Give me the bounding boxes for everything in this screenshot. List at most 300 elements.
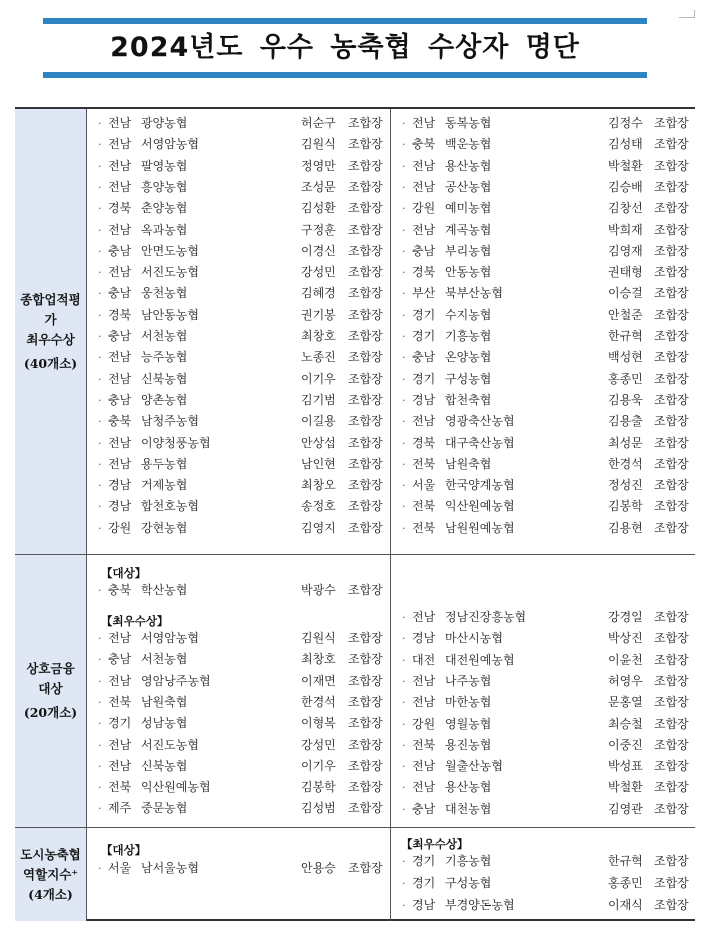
organization-name: 한국양계농협 <box>445 478 515 493</box>
list-item <box>98 649 390 670</box>
region: 전남 <box>108 435 132 450</box>
bullet-dot: · <box>98 351 102 365</box>
person-name: 최창호 <box>301 652 336 667</box>
section-mutual-finance <box>15 555 695 828</box>
list-item <box>402 692 694 713</box>
region: 전남 <box>412 759 436 774</box>
region: 전남 <box>412 695 436 710</box>
organization-name: 대구축산농협 <box>445 435 515 450</box>
list-item <box>402 607 694 628</box>
bullet-dot: · <box>402 653 406 667</box>
organization-name: 옥과농협 <box>141 222 188 237</box>
region: 충북 <box>412 137 436 152</box>
column-divider <box>390 828 391 921</box>
title-bar-top <box>43 18 647 24</box>
organization-name: 서천농협 <box>141 652 188 667</box>
person-name: 김원식 <box>301 137 336 152</box>
person-name: 박광수 <box>301 583 336 597</box>
organization-name: 익산원예농협 <box>445 499 515 514</box>
person-name: 안철준 <box>608 307 643 322</box>
bullet-dot: · <box>402 117 406 130</box>
person-name: 최승철 <box>608 716 643 731</box>
organization-name: 공산농협 <box>445 179 492 194</box>
person-name: 김혜경 <box>301 286 336 301</box>
bullet-dot: · <box>402 393 406 407</box>
bullet-dot: · <box>402 696 406 710</box>
person-name: 김원식 <box>301 631 336 645</box>
list-item <box>98 305 390 326</box>
section-label-line: (4개소) <box>28 886 73 902</box>
position-title: 조합장 <box>654 222 689 237</box>
position-title: 조합장 <box>348 673 383 688</box>
position-title: 조합장 <box>654 350 689 365</box>
person-name: 홍종민 <box>608 371 643 386</box>
organization-name: 용진농협 <box>445 737 492 752</box>
bullet-dot: · <box>98 738 102 752</box>
organization-name: 중문농협 <box>141 801 188 816</box>
bullet-dot: · <box>402 855 406 868</box>
bullet-dot: · <box>402 308 406 322</box>
organization-name: 서영암농협 <box>141 631 199 645</box>
organization-name: 강현농협 <box>141 520 188 535</box>
region: 전북 <box>412 520 436 535</box>
organization-name: 성남농협 <box>141 716 188 731</box>
region: 경남 <box>412 898 436 912</box>
person-name: 박희재 <box>608 222 643 237</box>
position-title: 조합장 <box>348 286 383 301</box>
region: 경북 <box>108 307 132 322</box>
region: 대전 <box>412 652 436 667</box>
organization-name: 양촌농협 <box>141 392 188 407</box>
list-item <box>98 326 390 347</box>
position-title: 조합장 <box>654 876 689 890</box>
list-item <box>402 433 694 454</box>
organization-name: 서천농협 <box>141 329 188 343</box>
organization-name: 신북농협 <box>141 371 188 386</box>
list-item <box>402 496 694 517</box>
position-title: 조합장 <box>348 265 383 280</box>
organization-name: 마산시농협 <box>445 631 503 646</box>
position-title: 조합장 <box>348 861 383 875</box>
bullet-dot: · <box>98 457 102 471</box>
region: 강원 <box>412 201 436 216</box>
position-title: 조합장 <box>654 414 689 429</box>
organization-name: 동복농협 <box>445 116 492 130</box>
bullet-dot: · <box>98 521 102 535</box>
list-item <box>402 326 694 347</box>
region: 전북 <box>412 456 436 471</box>
region: 충남 <box>108 652 132 667</box>
organization-name: 서진도농협 <box>141 265 199 280</box>
region: 부산 <box>412 286 436 301</box>
organization-name: 남원축협 <box>445 456 492 471</box>
region: 전남 <box>108 137 132 152</box>
section-overall-performance <box>15 109 695 555</box>
bullet-dot: · <box>98 695 102 709</box>
bullet-dot: · <box>98 372 102 386</box>
column-divider <box>390 109 391 554</box>
person-name: 문홍열 <box>608 695 643 710</box>
region: 전남 <box>108 350 132 365</box>
person-name: 김성범 <box>301 801 336 816</box>
position-title: 조합장 <box>654 759 689 774</box>
region: 전남 <box>108 456 132 471</box>
region: 충남 <box>412 243 436 258</box>
bullet-dot: · <box>402 760 406 774</box>
list-item <box>402 262 694 283</box>
region: 경기 <box>108 716 132 731</box>
person-name: 김승배 <box>608 179 643 194</box>
bullet-dot: · <box>98 781 102 795</box>
list-item <box>98 390 390 411</box>
region: 전남 <box>412 673 436 688</box>
person-name: 홍종민 <box>608 876 643 890</box>
organization-name: 학산농협 <box>141 583 188 597</box>
region: 전북 <box>412 737 436 752</box>
position-title: 조합장 <box>654 137 689 152</box>
bullet-dot: · <box>402 781 406 795</box>
bullet-dot: · <box>98 266 102 280</box>
organization-name: 수지농협 <box>445 307 492 322</box>
position-title: 조합장 <box>348 478 383 493</box>
bullet-dot: · <box>98 180 102 194</box>
person-name: 한경석 <box>608 456 643 471</box>
organization-name: 웅천농협 <box>141 286 188 301</box>
person-name: 이길용 <box>301 414 336 429</box>
bullet-dot: · <box>402 479 406 493</box>
person-name: 강성민 <box>301 265 336 280</box>
person-name: 송정호 <box>301 499 336 514</box>
position-title: 조합장 <box>654 631 689 646</box>
position-title: 조합장 <box>654 780 689 795</box>
person-name: 이중진 <box>608 737 643 752</box>
region: 충남 <box>108 392 132 407</box>
person-name: 김성환 <box>301 201 336 216</box>
bullet-dot: · <box>402 632 406 646</box>
position-title: 조합장 <box>348 758 383 773</box>
bullet-dot: · <box>402 521 406 535</box>
list-item <box>402 518 694 539</box>
list-item <box>402 220 694 241</box>
bullet-dot: · <box>98 862 102 875</box>
section-urban-role-index <box>15 828 695 921</box>
person-name: 구정훈 <box>301 222 336 237</box>
list-item <box>402 198 694 219</box>
bullet-dot: · <box>402 266 406 280</box>
organization-name: 구성농협 <box>445 371 492 386</box>
organization-name: 용산농협 <box>445 780 492 795</box>
organization-name: 용산농협 <box>445 158 492 173</box>
position-title: 조합장 <box>654 371 689 386</box>
region: 전남 <box>108 631 132 645</box>
position-title: 조합장 <box>348 435 383 450</box>
person-name: 박상진 <box>608 631 643 646</box>
bullet-dot: · <box>402 802 406 816</box>
bullet-dot: · <box>402 611 406 624</box>
position-title: 조합장 <box>654 392 689 407</box>
position-title: 조합장 <box>348 137 383 152</box>
organization-name: 용두농협 <box>141 456 188 471</box>
position-title: 조합장 <box>654 201 689 216</box>
list-item <box>98 156 390 177</box>
list-item <box>98 475 390 496</box>
list-item <box>402 799 694 820</box>
bullet-dot: · <box>98 138 102 152</box>
region: 충북 <box>108 414 132 429</box>
bullet-dot: · <box>402 223 406 237</box>
position-title: 조합장 <box>348 652 383 667</box>
section-label-line: (20개소) <box>23 705 78 720</box>
bullet-dot: · <box>402 330 406 343</box>
organization-name: 능주농협 <box>141 350 188 365</box>
person-name: 김기범 <box>301 392 336 407</box>
bullet-dot: · <box>98 674 102 688</box>
list-item <box>402 305 694 326</box>
region: 전남 <box>108 222 132 237</box>
position-title: 조합장 <box>348 631 383 645</box>
bullet-dot: · <box>402 202 406 216</box>
list-item <box>402 113 694 134</box>
list-item <box>98 713 390 734</box>
corner-mark <box>679 10 695 18</box>
person-name: 김영재 <box>608 243 643 258</box>
person-name: 최창오 <box>301 478 336 493</box>
region: 전남 <box>108 116 132 130</box>
region: 전남 <box>108 179 132 194</box>
person-name: 김용현 <box>608 520 643 535</box>
list-item <box>98 113 390 134</box>
list-item <box>98 580 390 601</box>
organization-name: 월출산농협 <box>445 759 503 774</box>
awards-table <box>15 107 695 921</box>
list-item <box>98 134 390 155</box>
person-name: 백성현 <box>608 350 643 365</box>
list-item <box>402 134 694 155</box>
region: 전남 <box>412 610 436 624</box>
region: 충북 <box>108 583 132 597</box>
bullet-dot: · <box>402 674 406 688</box>
list-item <box>402 283 694 304</box>
region: 경기 <box>412 876 436 890</box>
region: 전남 <box>108 737 132 752</box>
region: 경기 <box>412 307 436 322</box>
organization-name: 신북농협 <box>141 758 188 773</box>
bullet-dot: · <box>402 244 406 258</box>
position-title: 조합장 <box>654 499 689 514</box>
person-name: 김용출 <box>608 414 643 429</box>
excellence-heading: 【최우수상】 <box>401 837 469 851</box>
region: 전남 <box>108 758 132 773</box>
organization-name: 온양농협 <box>445 350 492 365</box>
position-title: 조합장 <box>348 350 383 365</box>
region: 강원 <box>108 520 132 535</box>
list-item <box>402 369 694 390</box>
list-item <box>402 671 694 692</box>
list-item <box>402 177 694 198</box>
grand-prize-heading: 【대상】 <box>101 566 147 580</box>
section-label-line: 종합업적평가 <box>20 291 81 327</box>
organization-name: 합천축협 <box>445 392 492 407</box>
bullet-dot: · <box>402 738 406 752</box>
list-item <box>98 671 390 692</box>
person-name: 이승걸 <box>608 286 643 301</box>
list-item <box>98 433 390 454</box>
organization-name: 남안동농협 <box>141 307 199 322</box>
list-item <box>402 411 694 432</box>
region: 전남 <box>108 371 132 386</box>
position-title: 조합장 <box>654 801 689 816</box>
list-item <box>98 241 390 262</box>
person-name: 허순구 <box>301 116 336 130</box>
person-name: 이형복 <box>301 716 336 731</box>
person-name: 이재면 <box>301 673 336 688</box>
list-item <box>98 518 390 539</box>
bullet-dot: · <box>98 330 102 343</box>
organization-name: 기흥농협 <box>445 854 492 868</box>
bullet-dot: · <box>98 393 102 407</box>
person-name: 최창호 <box>301 329 336 343</box>
organization-name: 영암낭주농협 <box>141 673 211 688</box>
column-divider <box>390 555 391 827</box>
position-title: 조합장 <box>348 456 383 471</box>
list-item <box>98 347 390 368</box>
list-item <box>402 851 694 872</box>
section-label-line: (40개소) <box>23 355 78 371</box>
organization-name: 영광축산농협 <box>445 414 515 429</box>
bullet-dot: · <box>98 287 102 301</box>
bullet-dot: · <box>98 500 102 514</box>
position-title: 조합장 <box>654 898 689 912</box>
region: 전남 <box>412 780 436 795</box>
position-title: 조합장 <box>348 158 383 173</box>
region: 전북 <box>108 694 132 709</box>
region: 경남 <box>412 631 436 646</box>
organization-name: 안동농협 <box>445 265 492 280</box>
bullet-dot: · <box>402 717 406 731</box>
organization-name: 서영암농협 <box>141 137 199 152</box>
position-title: 조합장 <box>654 478 689 493</box>
list-item <box>402 628 694 649</box>
region: 전남 <box>412 158 436 173</box>
person-name: 김영관 <box>608 801 643 816</box>
list-item <box>98 777 390 798</box>
organization-name: 남청주농협 <box>141 414 199 429</box>
title-banner <box>43 18 647 78</box>
person-name: 권기봉 <box>301 307 336 322</box>
person-name: 안상섭 <box>301 435 336 450</box>
position-title: 조합장 <box>654 307 689 322</box>
person-name: 허영우 <box>608 673 643 688</box>
list-item <box>98 858 390 879</box>
person-name: 이경신 <box>301 243 336 258</box>
organization-name: 정남진장흥농협 <box>445 610 527 624</box>
position-title: 조합장 <box>348 201 383 216</box>
region: 경기 <box>412 854 436 868</box>
section-label <box>15 109 87 554</box>
position-title: 조합장 <box>348 716 383 731</box>
list-item <box>98 692 390 713</box>
region: 경북 <box>412 265 436 280</box>
list-item <box>402 390 694 411</box>
person-name: 강성민 <box>301 737 336 752</box>
person-name: 정영만 <box>301 158 336 173</box>
position-title: 조합장 <box>348 392 383 407</box>
region: 충남 <box>108 243 132 258</box>
list-item <box>98 262 390 283</box>
bullet-dot: · <box>98 759 102 773</box>
person-name: 한경석 <box>301 694 336 709</box>
person-name: 남인현 <box>301 456 336 471</box>
position-title: 조합장 <box>654 652 689 667</box>
organization-name: 예미농협 <box>445 201 492 216</box>
position-title: 조합장 <box>654 329 689 343</box>
bullet-dot: · <box>98 223 102 237</box>
person-name: 안용승 <box>301 861 336 875</box>
region: 충남 <box>108 286 132 301</box>
list-item <box>402 895 694 916</box>
region: 경기 <box>412 371 436 386</box>
organization-name: 합천호농협 <box>141 499 199 514</box>
section-label-line: 도시농축협 <box>20 846 81 862</box>
list-item <box>402 873 694 894</box>
region: 전남 <box>412 179 436 194</box>
bullet-dot: · <box>98 117 102 130</box>
list-item <box>98 198 390 219</box>
organization-name: 계곡농협 <box>445 222 492 237</box>
organization-name: 기흥농협 <box>445 329 492 343</box>
person-name: 박철환 <box>608 780 643 795</box>
position-title: 조합장 <box>348 520 383 535</box>
position-title: 조합장 <box>348 694 383 709</box>
list-item <box>402 735 694 756</box>
section-label <box>15 828 87 921</box>
person-name: 김창선 <box>608 201 643 216</box>
bullet-dot: · <box>98 479 102 493</box>
position-title: 조합장 <box>654 610 689 624</box>
organization-name: 광양농협 <box>141 116 188 130</box>
bullet-dot: · <box>402 500 406 514</box>
bullet-dot: · <box>98 717 102 731</box>
region: 경북 <box>412 435 436 450</box>
region: 경남 <box>412 392 436 407</box>
list-item <box>98 756 390 777</box>
position-title: 조합장 <box>654 520 689 535</box>
excellence-heading: 【최우수상】 <box>101 614 169 628</box>
region: 제주 <box>108 801 132 816</box>
organization-name: 북부산농협 <box>445 286 503 301</box>
person-name: 김영지 <box>301 520 336 535</box>
list-item <box>98 283 390 304</box>
region: 전남 <box>108 158 132 173</box>
list-item <box>402 777 694 798</box>
organization-name: 남서울농협 <box>141 861 199 875</box>
bullet-dot: · <box>98 653 102 667</box>
grand-prize-heading: 【대상】 <box>101 843 147 857</box>
region: 경남 <box>108 478 132 493</box>
person-name: 박성표 <box>608 759 643 774</box>
bullet-dot: · <box>402 138 406 152</box>
bullet-dot: · <box>98 244 102 258</box>
position-title: 조합장 <box>348 801 383 816</box>
list-item <box>98 628 390 649</box>
region: 전남 <box>412 222 436 237</box>
person-name: 정성진 <box>608 478 643 493</box>
person-name: 김성태 <box>608 137 643 152</box>
position-title: 조합장 <box>654 737 689 752</box>
list-item <box>402 156 694 177</box>
person-name: 이기우 <box>301 371 336 386</box>
region: 전남 <box>412 116 436 130</box>
